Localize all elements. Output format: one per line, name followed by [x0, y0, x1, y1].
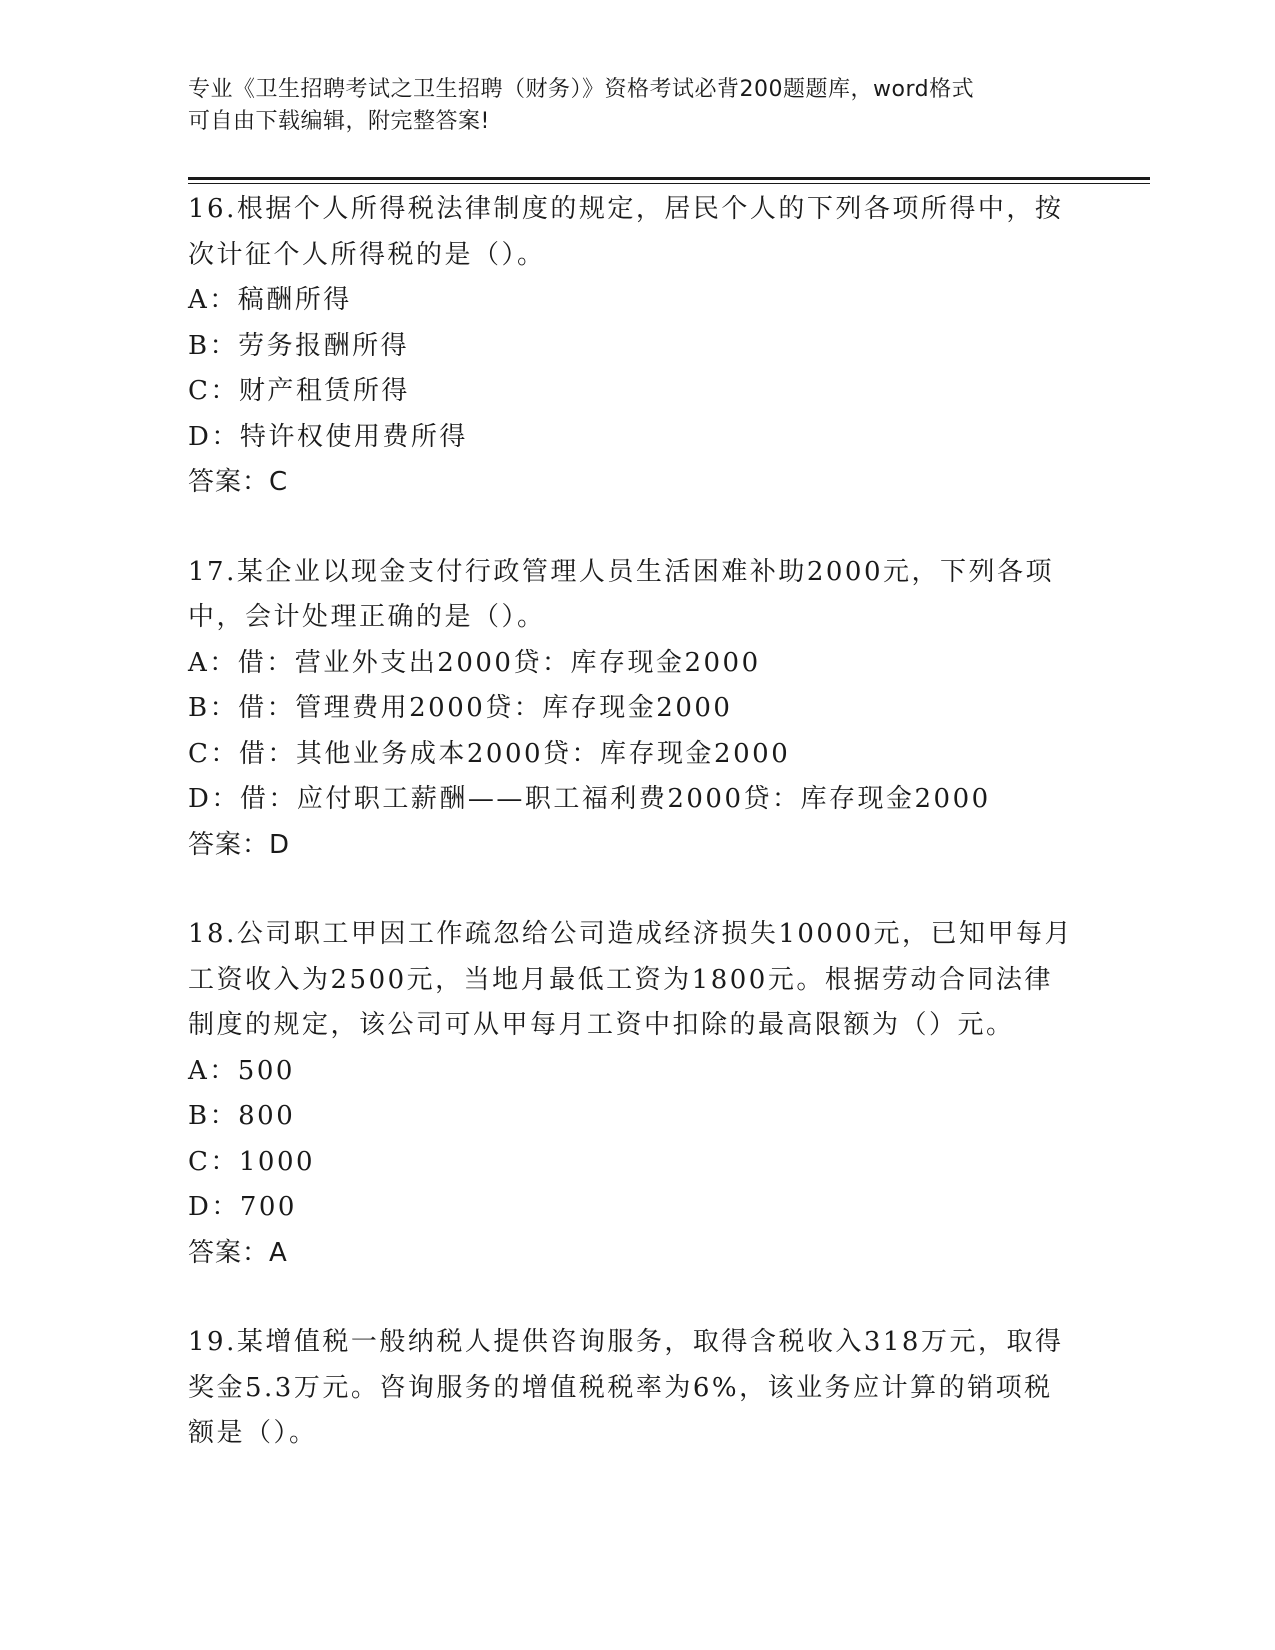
option-b: B：800 [188, 1101, 296, 1131]
option-d: D：700 [188, 1192, 297, 1222]
question-stem: 额是（）。 [188, 1418, 318, 1448]
answer: 答案：A [188, 1237, 288, 1268]
option-b: B：借：管理费用2000贷：库存现金2000 [188, 693, 733, 723]
question-list [188, 187, 1088, 1457]
header-divider-thin [188, 183, 1150, 184]
header-line: 专业《卫生招聘考试之卫生招聘（财务）》资格考试必背200题题库，word格式 [188, 77, 975, 102]
question-18 [188, 912, 1088, 1276]
question-stem: 18.公司职工甲因工作疏忽给公司造成经济损失10000元，已知甲每月 [188, 919, 1074, 949]
document-header [188, 74, 1068, 138]
option-c: C：借：其他业务成本2000贷：库存现金2000 [188, 738, 791, 769]
header-divider-thick [188, 177, 1150, 180]
option-a: A：借：营业外支出2000贷：库存现金2000 [188, 647, 761, 678]
question-stem: 工资收入为2500元，当地月最低工资为1800元。根据劳动合同法律 [188, 964, 1053, 995]
option-b: B：劳务报酬所得 [188, 330, 410, 361]
answer: 答案：D [188, 829, 291, 860]
option-c: C：1000 [188, 1146, 316, 1177]
option-a: A：500 [188, 1055, 295, 1086]
question-17 [188, 550, 1088, 869]
question-stem: 制度的规定，该公司可从甲每月工资中扣除的最高限额为（）元。 [188, 1010, 1015, 1040]
question-16 [188, 187, 1088, 506]
option-d: D：特许权使用费所得 [188, 421, 468, 452]
question-stem: 中，会计处理正确的是（）。 [188, 602, 546, 632]
header-line: 可自由下载编辑，附完整答案! [188, 109, 490, 134]
option-c: C：财产租赁所得 [188, 376, 410, 406]
option-d: D：借：应付职工薪酬——职工福利费2000贷：库存现金2000 [188, 784, 991, 814]
option-a: A：稿酬所得 [188, 285, 352, 315]
question-19 [188, 1320, 1088, 1457]
question-stem: 19.某增值税一般纳税人提供咨询服务，取得含税收入318万元，取得 [188, 1327, 1064, 1357]
question-stem: 奖金5.3万元。咨询服务的增值税税率为6%，该业务应计算的销项税 [188, 1372, 1053, 1403]
question-stem: 16.根据个人所得税法律制度的规定，居民个人的下列各项所得中，按 [188, 194, 1064, 224]
question-stem: 17.某企业以现金支付行政管理人员生活困难补助2000元，下列各项 [188, 556, 1055, 587]
answer: 答案：C [188, 467, 289, 497]
question-stem: 次计征个人所得税的是（）。 [188, 239, 546, 270]
